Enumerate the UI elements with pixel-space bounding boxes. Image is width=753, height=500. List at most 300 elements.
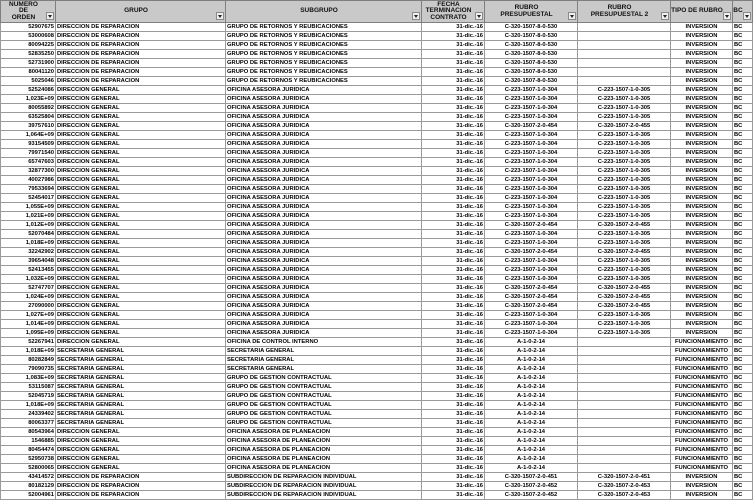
cell-fecha[interactable]: 31-dic.-16	[422, 464, 485, 473]
cell-numero[interactable]: 40027986	[1, 176, 56, 185]
cell-rubro[interactable]: C-320-1507-8-0-530	[485, 41, 578, 50]
cell-numero[interactable]: 52045719	[1, 392, 56, 401]
cell-tipo[interactable]: INVERSION	[671, 131, 733, 140]
cell-rubro-2[interactable]	[578, 50, 671, 59]
cell-extra[interactable]: BC	[733, 86, 753, 95]
cell-grupo[interactable]: DIRECCION GENERAL	[56, 104, 226, 113]
cell-subgrupo[interactable]: OFICINA ASESORA JURIDICA	[226, 329, 422, 338]
cell-extra[interactable]: BC	[733, 212, 753, 221]
cell-subgrupo[interactable]: OFICINA ASESORA JURIDICA	[226, 185, 422, 194]
cell-rubro[interactable]: C-223-1507-1-0-304	[485, 95, 578, 104]
cell-tipo[interactable]: INVERSION	[671, 482, 733, 491]
cell-rubro-2[interactable]	[578, 338, 671, 347]
cell-rubro[interactable]: C-223-1507-1-0-304	[485, 212, 578, 221]
cell-rubro-2[interactable]	[578, 356, 671, 365]
cell-tipo[interactable]: INVERSION	[671, 284, 733, 293]
cell-fecha[interactable]: 31-dic.-16	[422, 428, 485, 437]
cell-grupo[interactable]: DIRECCION GENERAL	[56, 149, 226, 158]
cell-tipo[interactable]: FUNCIONAMIENTO	[671, 347, 733, 356]
cell-rubro-2[interactable]: C-320-1507-2-0-453	[578, 491, 671, 500]
cell-grupo[interactable]: SECRETARIA GENERAL	[56, 419, 226, 428]
cell-tipo[interactable]: FUNCIONAMIENTO	[671, 446, 733, 455]
cell-numero[interactable]: 39757610	[1, 122, 56, 131]
cell-numero[interactable]: 52835250	[1, 50, 56, 59]
cell-tipo[interactable]: INVERSION	[671, 221, 733, 230]
cell-subgrupo[interactable]: OFICINA ASESORA JURIDICA	[226, 203, 422, 212]
cell-rubro[interactable]: A-1-0-2-14	[485, 374, 578, 383]
cell-numero[interactable]: 27090000	[1, 302, 56, 311]
cell-rubro[interactable]: A-1-0-2-14	[485, 410, 578, 419]
cell-subgrupo[interactable]: OFICINA DE CONTROL INTERNO	[226, 338, 422, 347]
cell-tipo[interactable]: INVERSION	[671, 86, 733, 95]
cell-fecha[interactable]: 31-dic.-16	[422, 167, 485, 176]
cell-extra[interactable]: BC	[733, 23, 753, 32]
cell-fecha[interactable]: 31-dic.-16	[422, 302, 485, 311]
cell-tipo[interactable]: INVERSION	[671, 311, 733, 320]
cell-tipo[interactable]: INVERSION	[671, 329, 733, 338]
cell-extra[interactable]: BC	[733, 149, 753, 158]
cell-grupo[interactable]: DIRECCION GENERAL	[56, 284, 226, 293]
cell-tipo[interactable]: INVERSION	[671, 77, 733, 86]
cell-rubro-2[interactable]: C-223-1507-1-0-305	[578, 311, 671, 320]
cell-subgrupo[interactable]: OFICINA ASESORA JURIDICA	[226, 248, 422, 257]
cell-extra[interactable]: BC	[733, 401, 753, 410]
cell-tipo[interactable]: INVERSION	[671, 176, 733, 185]
cell-fecha[interactable]: 31-dic.-16	[422, 149, 485, 158]
cell-rubro-2[interactable]: C-223-1507-1-0-305	[578, 194, 671, 203]
cell-extra[interactable]: BC	[733, 464, 753, 473]
cell-subgrupo[interactable]: GRUPO DE RETORNOS Y REUBICACIONES	[226, 23, 422, 32]
cell-numero[interactable]: 1,012E+09	[1, 221, 56, 230]
cell-numero[interactable]: 1,021E+09	[1, 212, 56, 221]
cell-fecha[interactable]: 31-dic.-16	[422, 392, 485, 401]
cell-extra[interactable]: BC	[733, 131, 753, 140]
cell-fecha[interactable]: 31-dic.-16	[422, 347, 485, 356]
cell-rubro[interactable]: C-320-1507-2-0-454	[485, 248, 578, 257]
cell-fecha[interactable]: 31-dic.-16	[422, 491, 485, 500]
cell-rubro[interactable]: C-223-1507-1-0-304	[485, 311, 578, 320]
cell-rubro-2[interactable]: C-223-1507-1-0-305	[578, 212, 671, 221]
cell-rubro-2[interactable]: C-223-1507-1-0-305	[578, 95, 671, 104]
cell-tipo[interactable]: INVERSION	[671, 239, 733, 248]
cell-rubro[interactable]: C-223-1507-1-0-304	[485, 329, 578, 338]
cell-extra[interactable]: BC	[733, 158, 753, 167]
cell-grupo[interactable]: DIRECCION DE REPARACION	[56, 32, 226, 41]
cell-extra[interactable]: BC	[733, 356, 753, 365]
cell-rubro[interactable]: A-1-0-2-14	[485, 437, 578, 446]
cell-rubro[interactable]: C-223-1507-1-0-304	[485, 86, 578, 95]
cell-rubro-2[interactable]: C-320-1507-2-0-455	[578, 293, 671, 302]
cell-subgrupo[interactable]: OFICINA ASESORA DE PLANEACION	[226, 446, 422, 455]
cell-fecha[interactable]: 31-dic.-16	[422, 140, 485, 149]
cell-grupo[interactable]: DIRECCION GENERAL	[56, 455, 226, 464]
cell-rubro[interactable]: C-223-1507-1-0-304	[485, 230, 578, 239]
cell-subgrupo[interactable]: OFICINA ASESORA JURIDICA	[226, 311, 422, 320]
cell-rubro[interactable]: C-320-1507-8-0-530	[485, 77, 578, 86]
cell-numero[interactable]: 53000608	[1, 32, 56, 41]
cell-tipo[interactable]: INVERSION	[671, 302, 733, 311]
cell-fecha[interactable]: 31-dic.-16	[422, 293, 485, 302]
cell-fecha[interactable]: 31-dic.-16	[422, 185, 485, 194]
cell-grupo[interactable]: DIRECCION GENERAL	[56, 203, 226, 212]
cell-extra[interactable]: BC	[733, 239, 753, 248]
cell-fecha[interactable]: 31-dic.-16	[422, 374, 485, 383]
cell-tipo[interactable]: INVERSION	[671, 158, 733, 167]
cell-fecha[interactable]: 31-dic.-16	[422, 122, 485, 131]
cell-rubro[interactable]: A-1-0-2-14	[485, 401, 578, 410]
cell-tipo[interactable]: FUNCIONAMIENTO	[671, 356, 733, 365]
cell-tipo[interactable]: INVERSION	[671, 104, 733, 113]
cell-subgrupo[interactable]: GRUPO DE GESTION CONTRACTUAL	[226, 374, 422, 383]
cell-rubro-2[interactable]: C-223-1507-1-0-305	[578, 230, 671, 239]
cell-extra[interactable]: BC	[733, 338, 753, 347]
cell-grupo[interactable]: SECRETARIA GENERAL	[56, 374, 226, 383]
cell-extra[interactable]: BC	[733, 68, 753, 77]
cell-grupo[interactable]: DIRECCION DE REPARACION	[56, 482, 226, 491]
cell-extra[interactable]: BC	[733, 203, 753, 212]
cell-grupo[interactable]: DIRECCION GENERAL	[56, 293, 226, 302]
cell-grupo[interactable]: DIRECCION GENERAL	[56, 95, 226, 104]
cell-fecha[interactable]: 31-dic.-16	[422, 473, 485, 482]
cell-tipo[interactable]: INVERSION	[671, 491, 733, 500]
cell-subgrupo[interactable]: GRUPO DE GESTION CONTRACTUAL	[226, 392, 422, 401]
cell-rubro-2[interactable]: C-223-1507-1-0-305	[578, 167, 671, 176]
cell-tipo[interactable]: FUNCIONAMIENTO	[671, 464, 733, 473]
cell-subgrupo[interactable]: OFICINA ASESORA JURIDICA	[226, 239, 422, 248]
cell-rubro[interactable]: C-320-1507-2-0-454	[485, 302, 578, 311]
cell-tipo[interactable]: INVERSION	[671, 293, 733, 302]
cell-subgrupo[interactable]: GRUPO DE GESTION CONTRACTUAL	[226, 401, 422, 410]
cell-rubro-2[interactable]: C-320-1507-2-0-453	[578, 482, 671, 491]
cell-grupo[interactable]: DIRECCION GENERAL	[56, 122, 226, 131]
cell-extra[interactable]: BC	[733, 248, 753, 257]
cell-rubro[interactable]: C-320-1507-2-0-454	[485, 221, 578, 230]
cell-grupo[interactable]: DIRECCION GENERAL	[56, 464, 226, 473]
cell-rubro-2[interactable]	[578, 419, 671, 428]
cell-rubro[interactable]: C-320-1507-2-0-454	[485, 284, 578, 293]
cell-numero[interactable]: 93154509	[1, 140, 56, 149]
cell-numero[interactable]: 1,018E+09	[1, 401, 56, 410]
cell-extra[interactable]: BC	[733, 140, 753, 149]
cell-rubro-2[interactable]	[578, 23, 671, 32]
cell-numero[interactable]: 52950738	[1, 455, 56, 464]
filter-dropdown-icon[interactable]	[475, 12, 483, 20]
cell-subgrupo[interactable]: OFICINA ASESORA JURIDICA	[226, 158, 422, 167]
cell-rubro[interactable]: C-320-1507-2-0-451	[485, 473, 578, 482]
cell-numero[interactable]: 79971540	[1, 149, 56, 158]
cell-rubro-2[interactable]	[578, 401, 671, 410]
cell-rubro[interactable]: C-320-1507-2-0-454	[485, 293, 578, 302]
cell-rubro-2[interactable]: C-223-1507-1-0-305	[578, 86, 671, 95]
cell-fecha[interactable]: 31-dic.-16	[422, 383, 485, 392]
cell-grupo[interactable]: DIRECCION GENERAL	[56, 212, 226, 221]
cell-rubro-2[interactable]: C-223-1507-1-0-305	[578, 329, 671, 338]
cell-extra[interactable]: BC	[733, 455, 753, 464]
cell-subgrupo[interactable]: GRUPO DE RETORNOS Y REUBICACIONES	[226, 77, 422, 86]
cell-subgrupo[interactable]: SECRETARIA GENERAL	[226, 347, 422, 356]
cell-extra[interactable]: BC	[733, 320, 753, 329]
cell-tipo[interactable]: INVERSION	[671, 320, 733, 329]
cell-numero[interactable]: 52524086	[1, 86, 56, 95]
cell-grupo[interactable]: DIRECCION GENERAL	[56, 320, 226, 329]
cell-numero[interactable]: 1546885	[1, 437, 56, 446]
cell-subgrupo[interactable]: GRUPO DE GESTION CONTRACTUAL	[226, 383, 422, 392]
cell-subgrupo[interactable]: SECRETARIA GENERAL	[226, 365, 422, 374]
cell-fecha[interactable]: 31-dic.-16	[422, 329, 485, 338]
cell-tipo[interactable]: FUNCIONAMIENTO	[671, 437, 733, 446]
cell-numero[interactable]: 43414572	[1, 473, 56, 482]
cell-fecha[interactable]: 31-dic.-16	[422, 419, 485, 428]
cell-fecha[interactable]: 31-dic.-16	[422, 221, 485, 230]
cell-numero[interactable]: 32877300	[1, 167, 56, 176]
cell-rubro[interactable]: A-1-0-2-14	[485, 347, 578, 356]
cell-grupo[interactable]: DIRECCION DE REPARACION	[56, 77, 226, 86]
cell-numero[interactable]: 1,014E+09	[1, 320, 56, 329]
cell-tipo[interactable]: INVERSION	[671, 23, 733, 32]
cell-rubro[interactable]: A-1-0-2-14	[485, 428, 578, 437]
cell-rubro[interactable]: C-320-1507-8-0-530	[485, 68, 578, 77]
cell-numero[interactable]: 52800065	[1, 464, 56, 473]
cell-rubro-2[interactable]: C-320-1507-2-0-455	[578, 284, 671, 293]
cell-rubro-2[interactable]: C-320-1507-2-0-455	[578, 302, 671, 311]
cell-fecha[interactable]: 31-dic.-16	[422, 68, 485, 77]
cell-numero[interactable]: 52267941	[1, 338, 56, 347]
cell-rubro-2[interactable]	[578, 365, 671, 374]
cell-rubro-2[interactable]	[578, 68, 671, 77]
cell-subgrupo[interactable]: OFICINA ASESORA JURIDICA	[226, 230, 422, 239]
cell-rubro[interactable]: C-320-1507-8-0-530	[485, 50, 578, 59]
cell-numero[interactable]: 80041120	[1, 68, 56, 77]
cell-grupo[interactable]: SECRETARIA GENERAL	[56, 365, 226, 374]
cell-numero[interactable]: 1,018E+09	[1, 347, 56, 356]
cell-grupo[interactable]: DIRECCION GENERAL	[56, 158, 226, 167]
cell-tipo[interactable]: INVERSION	[671, 167, 733, 176]
cell-extra[interactable]: BC	[733, 347, 753, 356]
cell-subgrupo[interactable]: OFICINA ASESORA JURIDICA	[226, 140, 422, 149]
cell-numero[interactable]: 1,064E+09	[1, 131, 56, 140]
cell-tipo[interactable]: INVERSION	[671, 68, 733, 77]
cell-rubro-2[interactable]: C-223-1507-1-0-305	[578, 185, 671, 194]
cell-extra[interactable]: BC	[733, 374, 753, 383]
cell-fecha[interactable]: 31-dic.-16	[422, 320, 485, 329]
cell-rubro-2[interactable]: C-223-1507-1-0-305	[578, 158, 671, 167]
cell-extra[interactable]: BC	[733, 59, 753, 68]
cell-rubro-2[interactable]	[578, 347, 671, 356]
cell-subgrupo[interactable]: OFICINA ASESORA JURIDICA	[226, 221, 422, 230]
cell-extra[interactable]: BC	[733, 275, 753, 284]
cell-grupo[interactable]: DIRECCION DE REPARACION	[56, 68, 226, 77]
cell-subgrupo[interactable]: OFICINA ASESORA JURIDICA	[226, 122, 422, 131]
cell-numero[interactable]: 53115087	[1, 383, 56, 392]
cell-extra[interactable]: BC	[733, 194, 753, 203]
cell-grupo[interactable]: DIRECCION GENERAL	[56, 230, 226, 239]
cell-tipo[interactable]: FUNCIONAMIENTO	[671, 392, 733, 401]
cell-rubro[interactable]: C-223-1507-1-0-304	[485, 194, 578, 203]
cell-subgrupo[interactable]: OFICINA ASESORA JURIDICA	[226, 104, 422, 113]
cell-grupo[interactable]: DIRECCION DE REPARACION	[56, 491, 226, 500]
filter-dropdown-icon[interactable]	[46, 12, 54, 20]
cell-extra[interactable]: BC	[733, 410, 753, 419]
cell-numero[interactable]: 80282849	[1, 356, 56, 365]
filter-dropdown-icon[interactable]	[661, 12, 669, 20]
cell-rubro-2[interactable]	[578, 59, 671, 68]
cell-fecha[interactable]: 31-dic.-16	[422, 77, 485, 86]
cell-fecha[interactable]: 31-dic.-16	[422, 410, 485, 419]
cell-tipo[interactable]: INVERSION	[671, 41, 733, 50]
cell-fecha[interactable]: 31-dic.-16	[422, 176, 485, 185]
cell-fecha[interactable]: 31-dic.-16	[422, 275, 485, 284]
cell-grupo[interactable]: DIRECCION GENERAL	[56, 446, 226, 455]
cell-fecha[interactable]: 31-dic.-16	[422, 194, 485, 203]
cell-subgrupo[interactable]: OFICINA ASESORA JURIDICA	[226, 257, 422, 266]
cell-rubro-2[interactable]: C-223-1507-1-0-305	[578, 266, 671, 275]
cell-grupo[interactable]: DIRECCION GENERAL	[56, 248, 226, 257]
cell-tipo[interactable]: INVERSION	[671, 185, 733, 194]
cell-numero[interactable]: 79533694	[1, 185, 56, 194]
cell-tipo[interactable]: INVERSION	[671, 275, 733, 284]
cell-tipo[interactable]: FUNCIONAMIENTO	[671, 401, 733, 410]
cell-rubro[interactable]: A-1-0-2-14	[485, 356, 578, 365]
cell-rubro[interactable]: C-223-1507-1-0-304	[485, 158, 578, 167]
cell-subgrupo[interactable]: OFICINA ASESORA JURIDICA	[226, 95, 422, 104]
cell-fecha[interactable]: 31-dic.-16	[422, 203, 485, 212]
cell-grupo[interactable]: DIRECCION GENERAL	[56, 140, 226, 149]
cell-grupo[interactable]: DIRECCION GENERAL	[56, 176, 226, 185]
cell-rubro[interactable]: C-223-1507-1-0-304	[485, 239, 578, 248]
cell-rubro-2[interactable]	[578, 392, 671, 401]
cell-rubro-2[interactable]	[578, 446, 671, 455]
cell-fecha[interactable]: 31-dic.-16	[422, 356, 485, 365]
cell-tipo[interactable]: INVERSION	[671, 194, 733, 203]
cell-tipo[interactable]: INVERSION	[671, 230, 733, 239]
cell-subgrupo[interactable]: OFICINA ASESORA JURIDICA	[226, 293, 422, 302]
cell-numero[interactable]: 80182129	[1, 482, 56, 491]
cell-numero[interactable]: 5025046	[1, 77, 56, 86]
cell-grupo[interactable]: SECRETARIA GENERAL	[56, 392, 226, 401]
cell-rubro-2[interactable]	[578, 383, 671, 392]
cell-rubro-2[interactable]: C-223-1507-1-0-305	[578, 239, 671, 248]
cell-numero[interactable]: 80094225	[1, 41, 56, 50]
filter-dropdown-icon[interactable]	[568, 12, 576, 20]
cell-tipo[interactable]: INVERSION	[671, 32, 733, 41]
cell-grupo[interactable]: DIRECCION GENERAL	[56, 275, 226, 284]
cell-fecha[interactable]: 31-dic.-16	[422, 239, 485, 248]
cell-rubro[interactable]: C-223-1507-1-0-304	[485, 167, 578, 176]
cell-rubro[interactable]: A-1-0-2-14	[485, 338, 578, 347]
cell-subgrupo[interactable]: OFICINA ASESORA JURIDICA	[226, 302, 422, 311]
cell-fecha[interactable]: 31-dic.-16	[422, 50, 485, 59]
cell-extra[interactable]: BC	[733, 167, 753, 176]
cell-subgrupo[interactable]: OFICINA ASESORA JURIDICA	[226, 212, 422, 221]
cell-rubro[interactable]: C-320-1507-2-0-452	[485, 482, 578, 491]
cell-rubro-2[interactable]: C-223-1507-1-0-305	[578, 203, 671, 212]
cell-tipo[interactable]: INVERSION	[671, 95, 733, 104]
cell-grupo[interactable]: DIRECCION GENERAL	[56, 338, 226, 347]
cell-tipo[interactable]: INVERSION	[671, 212, 733, 221]
cell-extra[interactable]: BC	[733, 257, 753, 266]
cell-subgrupo[interactable]: SUBDIRECCION DE REPARACION INDIVIDUAL	[226, 482, 422, 491]
cell-rubro[interactable]: C-223-1507-1-0-304	[485, 131, 578, 140]
cell-extra[interactable]: BC	[733, 122, 753, 131]
cell-tipo[interactable]: FUNCIONAMIENTO	[671, 338, 733, 347]
cell-fecha[interactable]: 31-dic.-16	[422, 257, 485, 266]
cell-rubro-2[interactable]	[578, 455, 671, 464]
cell-rubro-2[interactable]: C-223-1507-1-0-305	[578, 176, 671, 185]
cell-tipo[interactable]: FUNCIONAMIENTO	[671, 383, 733, 392]
cell-tipo[interactable]: INVERSION	[671, 122, 733, 131]
cell-rubro[interactable]: A-1-0-2-14	[485, 446, 578, 455]
cell-numero[interactable]: 52731900	[1, 59, 56, 68]
cell-extra[interactable]: BC	[733, 428, 753, 437]
cell-grupo[interactable]: DIRECCION GENERAL	[56, 329, 226, 338]
cell-subgrupo[interactable]: GRUPO DE RETORNOS Y REUBICACIONES	[226, 50, 422, 59]
cell-grupo[interactable]: DIRECCION DE REPARACION	[56, 50, 226, 59]
cell-subgrupo[interactable]: OFICINA ASESORA JURIDICA	[226, 113, 422, 122]
cell-grupo[interactable]: DIRECCION GENERAL	[56, 221, 226, 230]
cell-tipo[interactable]: INVERSION	[671, 248, 733, 257]
cell-extra[interactable]: BC	[733, 284, 753, 293]
cell-rubro-2[interactable]: C-223-1507-1-0-305	[578, 320, 671, 329]
filter-dropdown-icon[interactable]	[216, 12, 224, 20]
cell-rubro[interactable]: C-223-1507-1-0-304	[485, 185, 578, 194]
cell-grupo[interactable]: SECRETARIA GENERAL	[56, 356, 226, 365]
cell-tipo[interactable]: FUNCIONAMIENTO	[671, 455, 733, 464]
cell-rubro-2[interactable]: C-223-1507-1-0-305	[578, 257, 671, 266]
cell-grupo[interactable]: DIRECCION GENERAL	[56, 185, 226, 194]
cell-rubro-2[interactable]: C-320-1507-2-0-455	[578, 122, 671, 131]
cell-fecha[interactable]: 31-dic.-16	[422, 131, 485, 140]
cell-numero[interactable]: 39654048	[1, 257, 56, 266]
cell-extra[interactable]: BC	[733, 230, 753, 239]
cell-numero[interactable]: 1,032E+09	[1, 275, 56, 284]
cell-subgrupo[interactable]: OFICINA ASESORA JURIDICA	[226, 149, 422, 158]
cell-subgrupo[interactable]: OFICINA ASESORA DE PLANEACION	[226, 437, 422, 446]
cell-tipo[interactable]: INVERSION	[671, 473, 733, 482]
cell-rubro-2[interactable]	[578, 410, 671, 419]
cell-subgrupo[interactable]: OFICINA ASESORA DE PLANEACION	[226, 455, 422, 464]
cell-numero[interactable]: 32242902	[1, 248, 56, 257]
cell-numero[interactable]: 79090735	[1, 365, 56, 374]
cell-rubro[interactable]: A-1-0-2-14	[485, 419, 578, 428]
cell-subgrupo[interactable]: OFICINA ASESORA JURIDICA	[226, 167, 422, 176]
filter-dropdown-icon[interactable]	[723, 12, 731, 20]
cell-extra[interactable]: BC	[733, 41, 753, 50]
cell-rubro-2[interactable]: C-320-1507-2-0-455	[578, 248, 671, 257]
cell-fecha[interactable]: 31-dic.-16	[422, 104, 485, 113]
cell-fecha[interactable]: 31-dic.-16	[422, 455, 485, 464]
cell-grupo[interactable]: DIRECCION DE REPARACION	[56, 23, 226, 32]
cell-rubro-2[interactable]: C-223-1507-1-0-305	[578, 149, 671, 158]
cell-grupo[interactable]: DIRECCION GENERAL	[56, 131, 226, 140]
cell-fecha[interactable]: 31-dic.-16	[422, 365, 485, 374]
cell-rubro-2[interactable]: C-223-1507-1-0-305	[578, 113, 671, 122]
cell-rubro[interactable]: A-1-0-2-14	[485, 383, 578, 392]
cell-fecha[interactable]: 31-dic.-16	[422, 482, 485, 491]
cell-fecha[interactable]: 31-dic.-16	[422, 212, 485, 221]
cell-grupo[interactable]: DIRECCION GENERAL	[56, 239, 226, 248]
cell-subgrupo[interactable]: GRUPO DE GESTION CONTRACTUAL	[226, 419, 422, 428]
cell-fecha[interactable]: 31-dic.-16	[422, 158, 485, 167]
cell-fecha[interactable]: 31-dic.-16	[422, 446, 485, 455]
cell-rubro[interactable]: A-1-0-2-14	[485, 365, 578, 374]
cell-tipo[interactable]: INVERSION	[671, 257, 733, 266]
cell-rubro[interactable]: C-320-1507-2-0-452	[485, 491, 578, 500]
cell-grupo[interactable]: DIRECCION GENERAL	[56, 311, 226, 320]
cell-rubro-2[interactable]	[578, 428, 671, 437]
cell-tipo[interactable]: FUNCIONAMIENTO	[671, 374, 733, 383]
cell-numero[interactable]: 80063377	[1, 419, 56, 428]
cell-rubro-2[interactable]: C-223-1507-1-0-305	[578, 275, 671, 284]
